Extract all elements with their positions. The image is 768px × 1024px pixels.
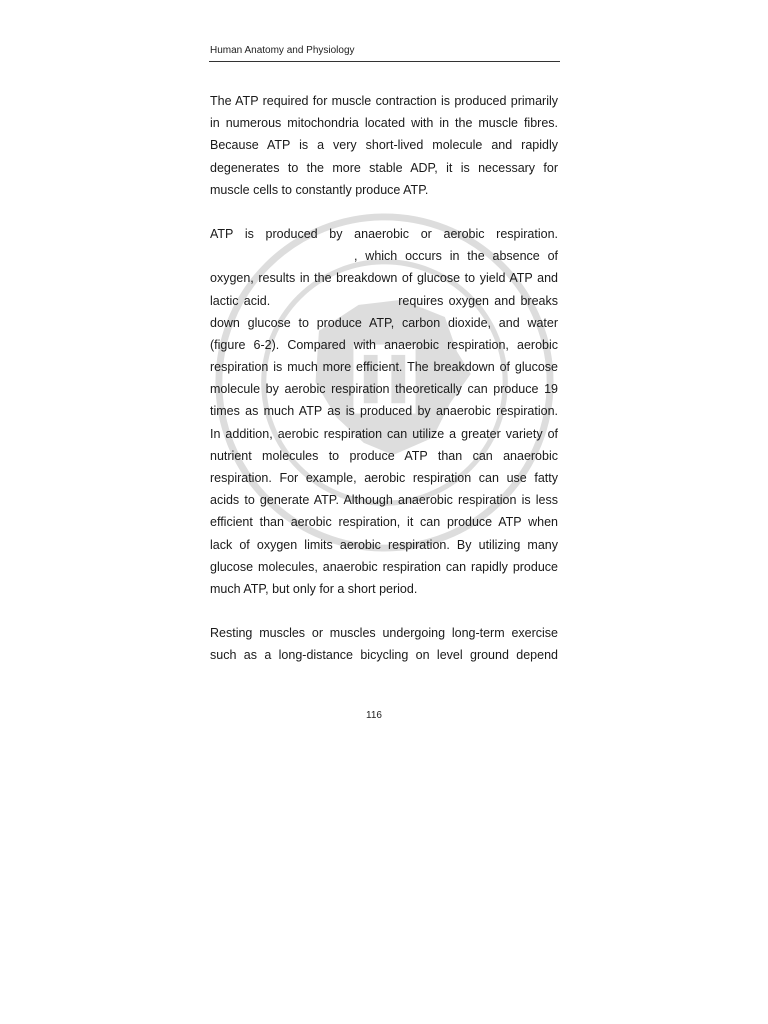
text-line: nutrient molecules to produce ATP than can anaerobic [210,448,558,463]
text-line: acids to generate ATP. Although anaerobic respiration is less [210,493,558,508]
paragraph-3 [210,622,558,666]
text-line-gap [210,245,558,267]
running-header: Human Anatomy and Physiology [210,45,355,56]
text-line: Resting muscles or muscles undergoing long-term exercise [210,626,558,641]
paragraph-1 [210,90,558,201]
text-line-gap [210,290,558,312]
text-line: glucose molecules, anaerobic respiration can rapidly produce [210,559,558,574]
page-number: 116 [366,710,382,721]
document-body [210,90,558,689]
text-line: lack of oxygen limits aerobic respiration. By utilizing many [210,537,558,552]
text-line: molecule by aerobic respiration theoretically can produce 19 [210,382,558,397]
text-line: ATP is produced by anaerobic or aerobic respiration. [210,226,558,241]
text-line: such as a long-distance bicycling on level ground depend [210,648,558,663]
text-line: much ATP, but only for a short period. [210,581,418,596]
text-line: respiration is much more efficient. The breakdown of glucose [210,360,558,375]
text-fragment: requires oxygen and breaks [398,293,558,308]
text-line: respiration. For example, aerobic respiration can use fatty [210,471,558,485]
text-line: efficient than aerobic respiration, it can produce ATP when [210,515,558,530]
header-rule [209,61,560,62]
text-fragment: , which occurs in the absence of [354,249,558,264]
text-line: Because ATP is a very short-lived molecule and rapidly [210,138,558,153]
text-line: The ATP required for muscle contraction is produced primarily [210,94,558,108]
text-line: In addition, aerobic respiration can utilize a greater variety of [210,426,558,441]
text-line: muscle cells to constantly produce ATP. [210,182,429,197]
text-line: times as much ATP as is produced by anaerobic respiration. [210,404,558,419]
text-line: in numerous mitochondria located with in the muscle fibres. [210,116,558,131]
text-line: degenerates to the more stable ADP, it is necessary for [210,160,558,175]
paragraph-2 [210,223,558,600]
text-fragment: lactic acid. [210,293,271,308]
text-line: (figure 6-2). Compared with anaerobic respiration, aerobic [210,337,558,352]
text-line: down glucose to produce ATP, carbon dioxide, and water [210,315,558,330]
text-line: oxygen, results in the breakdown of glucose to yield ATP and [210,271,558,286]
